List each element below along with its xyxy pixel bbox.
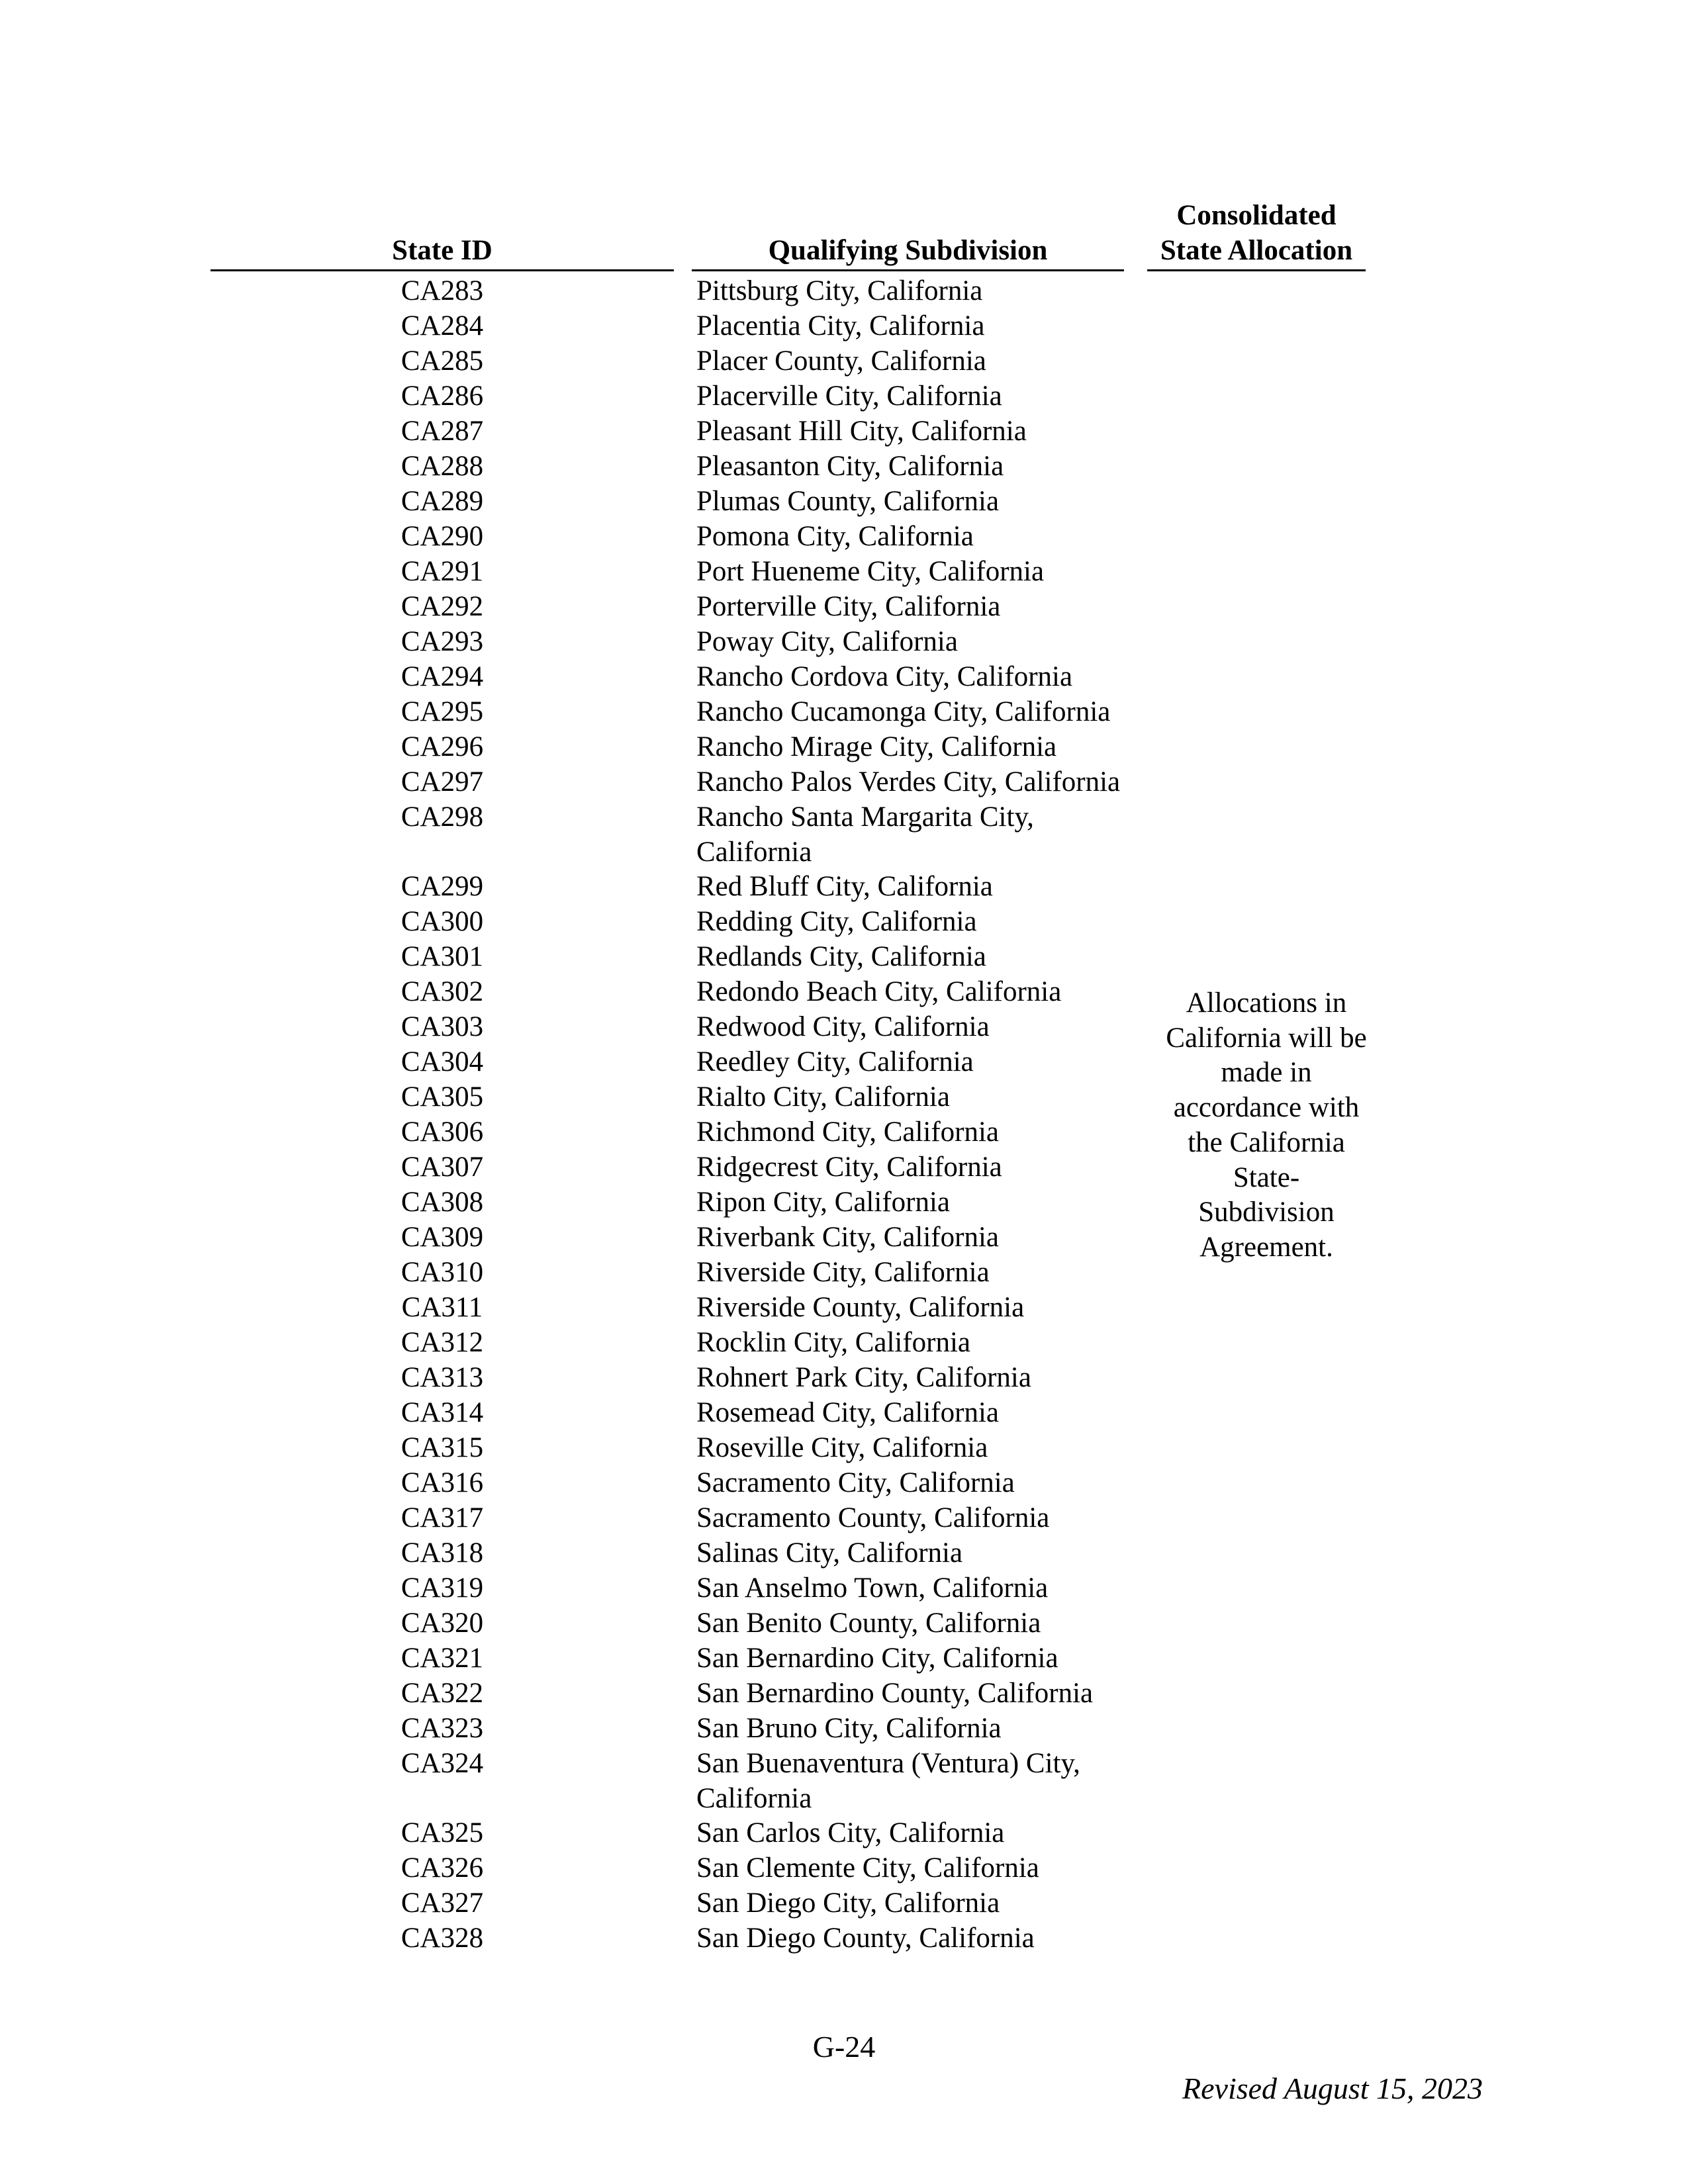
- state-id-cell: CA309: [400, 1222, 484, 1253]
- table-row: [0, 1501, 1688, 1536]
- state-id-cell: CA303: [400, 1011, 484, 1042]
- state-id-cell: CA320: [400, 1608, 484, 1639]
- state-id-cell: CA295: [400, 696, 484, 727]
- table-row: [0, 1291, 1688, 1326]
- table-row: [0, 274, 1688, 309]
- subdivision-cell: Redlands City, California: [696, 941, 986, 972]
- table-row: [0, 1326, 1688, 1361]
- table-row: [0, 1010, 1688, 1045]
- subdivision-cell: Sacramento City, California: [696, 1467, 1015, 1498]
- subdivision-cell: Placer County, California: [696, 345, 986, 377]
- subdivision-cell: Placentia City, California: [696, 310, 985, 341]
- state-id-cell: CA318: [400, 1537, 484, 1569]
- table-row: [0, 449, 1688, 484]
- subdivision-cell: Riverside County, California: [696, 1292, 1025, 1323]
- state-id-cell: CA297: [400, 766, 484, 797]
- table-row: [0, 520, 1688, 555]
- subdivision-cell: Porterville City, California: [696, 591, 1001, 622]
- table-row: [0, 1185, 1688, 1220]
- subdivision-cell: Redwood City, California: [696, 1011, 990, 1042]
- allocation-note-line: Allocations in: [1186, 987, 1347, 1019]
- subdivision-cell: Red Bluff City, California: [696, 871, 993, 902]
- subdivision-cell: Rialto City, California: [696, 1081, 950, 1113]
- allocation-note-line: the California: [1188, 1126, 1345, 1158]
- table-row: [0, 1466, 1688, 1501]
- state-id-cell: CA305: [400, 1081, 484, 1113]
- state-id-cell: CA307: [400, 1152, 484, 1183]
- subdivision-cell: San Diego City, California: [696, 1888, 1000, 1919]
- table-row: [0, 1361, 1688, 1396]
- subdivision-cell: Poway City, California: [696, 626, 958, 657]
- table-row: [0, 1676, 1688, 1711]
- table-row: [0, 1115, 1688, 1150]
- subdivision-cell: Rohnert Park City, California: [696, 1362, 1031, 1393]
- subdivision-cell: Reedley City, California: [696, 1046, 974, 1077]
- subdivision-table: [0, 274, 1688, 1956]
- table-row: [0, 344, 1688, 379]
- state-id-cell: CA299: [400, 871, 484, 902]
- state-id-cell: CA306: [400, 1116, 484, 1148]
- table-row: [0, 1396, 1688, 1431]
- state-id-cell: CA314: [400, 1397, 484, 1428]
- state-id-cell: CA311: [401, 1292, 483, 1323]
- subdivision-cell: Pittsburg City, California: [696, 275, 983, 306]
- subdivision-cell: San Bernardino County, California: [696, 1678, 1094, 1709]
- state-id-cell: CA300: [400, 906, 484, 937]
- table-row: [0, 309, 1688, 344]
- table-row: [0, 1921, 1688, 1956]
- allocation-note-line: Agreement.: [1199, 1231, 1333, 1263]
- table-row: [0, 590, 1688, 625]
- subdivision-cell: Richmond City, California: [696, 1116, 1000, 1148]
- subdivision-cell: Plumas County, California: [696, 486, 1000, 517]
- table-row: [0, 1045, 1688, 1080]
- state-id-cell: CA290: [400, 521, 484, 552]
- state-id-cell: CA328: [400, 1923, 484, 1954]
- state-id-cell: CA325: [400, 1817, 484, 1848]
- table-row: [0, 1255, 1688, 1291]
- state-id-cell: CA292: [400, 591, 484, 622]
- table-row: [0, 414, 1688, 449]
- table-row: [0, 905, 1688, 940]
- subdivision-cell: Sacramento County, California: [696, 1502, 1050, 1533]
- table-row: [0, 625, 1688, 660]
- state-id-cell: CA286: [400, 381, 484, 412]
- state-id-cell: CA291: [400, 556, 484, 587]
- state-id-cell: CA315: [400, 1432, 484, 1463]
- state-id-cell: CA322: [400, 1678, 484, 1709]
- revision-date: Revised August 15, 2023: [1182, 2071, 1483, 2105]
- subdivision-cell: Rocklin City, California: [696, 1327, 971, 1358]
- allocation-note-line: accordance with: [1173, 1092, 1360, 1124]
- state-id-cell: CA327: [400, 1888, 484, 1919]
- subdivision-cell: Riverside City, California: [696, 1257, 990, 1288]
- subdivision-cell: Placerville City, California: [696, 381, 1002, 412]
- table-row: [0, 1641, 1688, 1676]
- header-underline-state-id: [211, 269, 674, 271]
- table-row: [0, 1220, 1688, 1255]
- subdivision-cell: Port Hueneme City, California: [696, 556, 1045, 587]
- subdivision-cell: San Bernardino City, California: [696, 1643, 1058, 1674]
- subdivision-cell: San Buenaventura (Ventura) City, California: [696, 1748, 1080, 1814]
- header-qualifying-subdivision: Qualifying Subdivision: [768, 235, 1048, 266]
- subdivision-cell: Pleasant Hill City, California: [696, 416, 1027, 447]
- state-id-cell: CA285: [400, 345, 484, 377]
- subdivision-cell: Pleasanton City, California: [696, 451, 1004, 482]
- state-id-cell: CA323: [400, 1713, 484, 1744]
- subdivision-cell: San Carlos City, California: [696, 1817, 1005, 1848]
- state-id-cell: CA308: [400, 1187, 484, 1218]
- state-id-cell: CA319: [400, 1572, 484, 1604]
- state-id-cell: CA321: [400, 1643, 484, 1674]
- subdivision-cell: San Benito County, California: [696, 1608, 1041, 1639]
- state-id-cell: CA287: [400, 416, 484, 447]
- subdivision-cell: San Bruno City, California: [696, 1713, 1002, 1744]
- subdivision-cell: Redding City, California: [696, 906, 977, 937]
- table-row: [0, 1150, 1688, 1185]
- subdivision-cell: Rancho Cucamonga City, California: [696, 696, 1111, 727]
- table-row: [0, 1431, 1688, 1466]
- page-number: G-24: [812, 2030, 876, 2064]
- allocation-note-line: made in: [1221, 1057, 1312, 1089]
- state-id-cell: CA288: [400, 451, 484, 482]
- subdivision-cell: Roseville City, California: [696, 1432, 988, 1463]
- state-id-cell: CA283: [400, 275, 484, 306]
- subdivision-cell: Pomona City, California: [696, 521, 974, 552]
- subdivision-cell: Rancho Santa Margarita City, California: [696, 801, 1034, 868]
- state-id-cell: CA310: [400, 1257, 484, 1288]
- table-row: [0, 1606, 1688, 1641]
- subdivision-cell: Ridgecrest City, California: [696, 1152, 1002, 1183]
- header-state-id: State ID: [392, 235, 492, 266]
- state-id-cell: CA301: [400, 941, 484, 972]
- table-row: [0, 379, 1688, 414]
- state-id-cell: CA317: [400, 1502, 484, 1533]
- table-row: [0, 484, 1688, 520]
- state-id-cell: CA326: [400, 1852, 484, 1884]
- table-row: [0, 1711, 1688, 1747]
- allocation-note-line: Subdivision: [1198, 1197, 1335, 1228]
- table-row: [0, 800, 1688, 870]
- subdivision-cell: Rancho Palos Verdes City, California: [696, 766, 1121, 797]
- state-id-cell: CA296: [400, 731, 484, 762]
- allocation-note: [1147, 986, 1385, 1265]
- header-consolidated-line2: State Allocation: [1160, 235, 1353, 266]
- table-row: [0, 870, 1688, 905]
- subdivision-cell: Redondo Beach City, California: [696, 976, 1062, 1007]
- state-id-cell: CA302: [400, 976, 484, 1007]
- subdivision-cell: Ripon City, California: [696, 1187, 950, 1218]
- table-row: [0, 1851, 1688, 1886]
- allocation-note-line: State-: [1233, 1161, 1300, 1193]
- header-underline-allocation: [1147, 269, 1366, 271]
- table-row: [0, 1571, 1688, 1606]
- header-consolidated-line1: Consolidated: [1176, 200, 1336, 231]
- subdivision-cell: Rancho Cordova City, California: [696, 661, 1073, 692]
- subdivision-cell: San Anselmo Town, California: [696, 1572, 1049, 1604]
- table-row: [0, 695, 1688, 730]
- state-id-cell: CA289: [400, 486, 484, 517]
- state-id-cell: CA324: [400, 1748, 484, 1779]
- table-row: [0, 1886, 1688, 1921]
- table-row: [0, 1536, 1688, 1571]
- table-row: [0, 1080, 1688, 1115]
- subdivision-cell: Rancho Mirage City, California: [696, 731, 1057, 762]
- state-id-cell: CA316: [400, 1467, 484, 1498]
- header-consolidated-allocation: [1147, 198, 1366, 268]
- table-row: [0, 765, 1688, 800]
- allocation-note-line: California will be: [1166, 1022, 1367, 1054]
- table-row: [0, 1747, 1688, 1816]
- subdivision-cell: Salinas City, California: [696, 1537, 963, 1569]
- state-id-cell: CA284: [400, 310, 484, 341]
- table-row: [0, 730, 1688, 765]
- state-id-cell: CA293: [400, 626, 484, 657]
- table-row: [0, 975, 1688, 1010]
- table-row: [0, 1816, 1688, 1851]
- subdivision-cell: San Diego County, California: [696, 1923, 1035, 1954]
- table-row: [0, 555, 1688, 590]
- header-underline-subdivision: [692, 269, 1124, 271]
- state-id-cell: CA313: [400, 1362, 484, 1393]
- subdivision-cell: San Clemente City, California: [696, 1852, 1039, 1884]
- state-id-cell: CA312: [400, 1327, 484, 1358]
- table-row: [0, 940, 1688, 975]
- state-id-cell: CA304: [400, 1046, 484, 1077]
- table-row: [0, 660, 1688, 695]
- state-id-cell: CA294: [400, 661, 484, 692]
- state-id-cell: CA298: [400, 801, 484, 833]
- subdivision-cell: Riverbank City, California: [696, 1222, 999, 1253]
- subdivision-cell: Rosemead City, California: [696, 1397, 999, 1428]
